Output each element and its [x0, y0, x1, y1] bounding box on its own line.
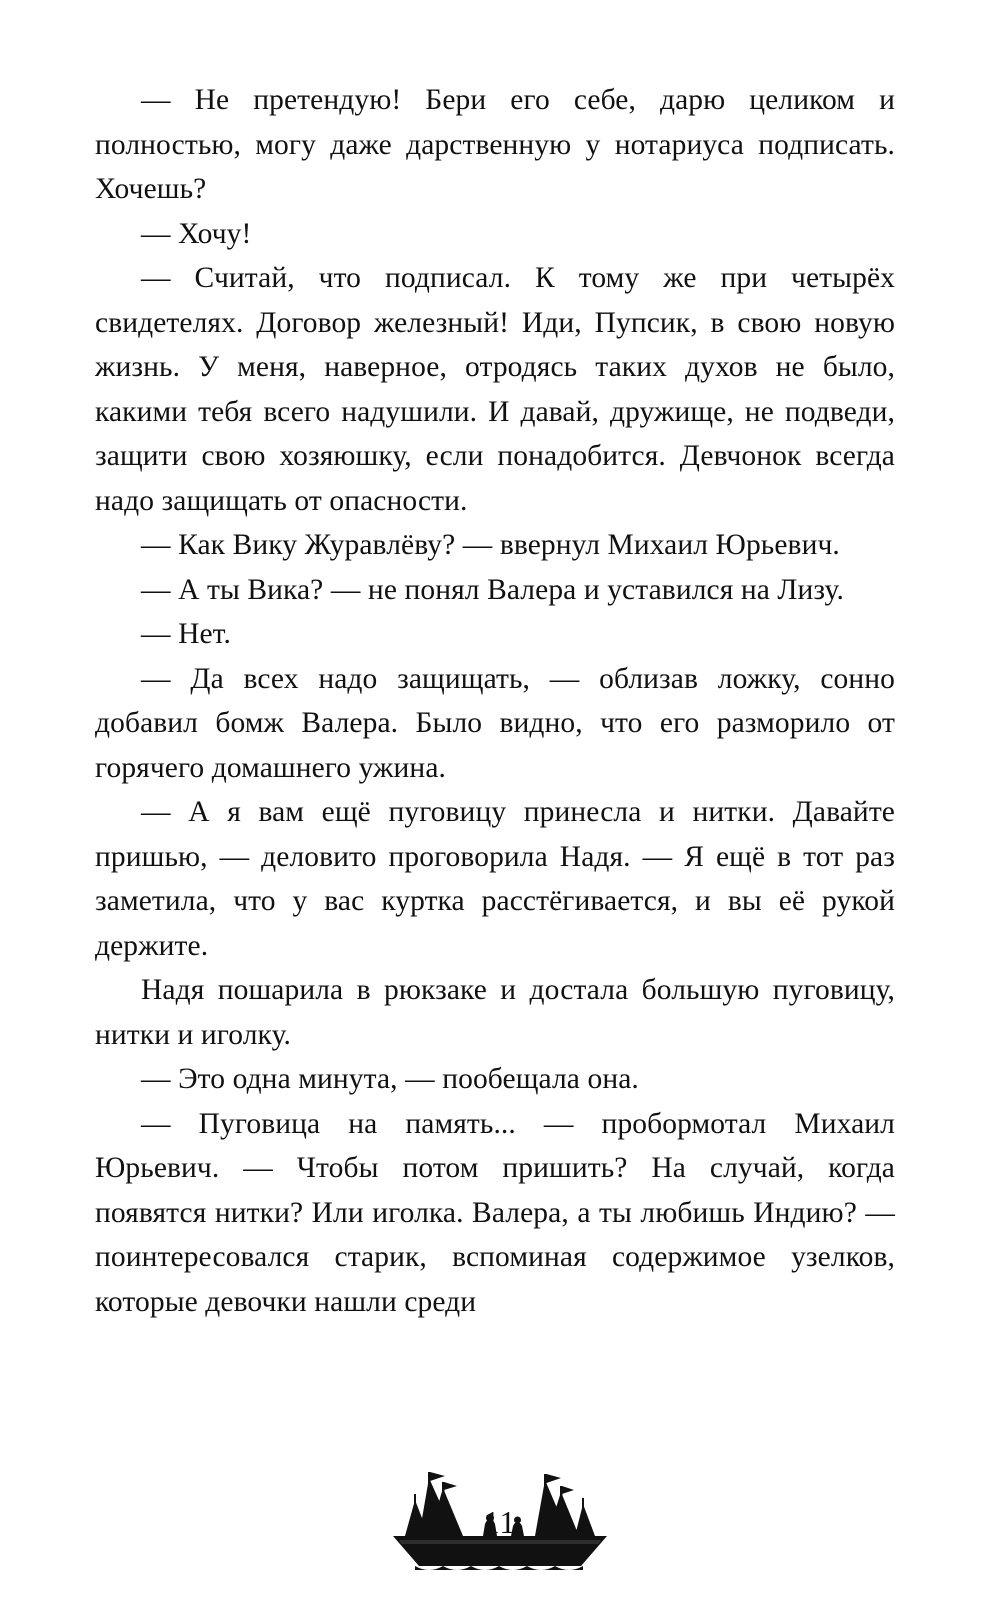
paragraph: — Да всех надо защищать, — облизав ложку, сонно добавил бомж Валера. Было видно, что его разморило от горячего домашнего ужина. [95, 662, 895, 784]
paragraph: — Пуговица на память... — пробормотал Михаил Юрьевич. — Чтобы потом пришить? На случай, когда появятся нитки? Или иголка. Валера, а ты любишь Индию? — поинтересовался старик, вспоминая содержимое узелков, которые девочки нашли среди [95, 1107, 895, 1318]
footer-ornament-wrapper [385, 1462, 615, 1582]
paragraph: — А ты Вика? — не понял Валера и уставился на Лизу. [141, 573, 844, 606]
page-footer [0, 1432, 1000, 1582]
paragraph: Надя пошарила в рюкзаке и достала большую пуговицу, нитки и иголку. [95, 974, 895, 1051]
paragraph: — Нет. [141, 618, 231, 650]
paragraph: — Не претендую! Бери его себе, дарю целиком и полностью, могу даже дарственную у нотариуса подписать. Хочешь? [95, 84, 895, 205]
paragraph: — Как Вику Журавлёву? — ввернул Михаил Юрьевич. [141, 529, 840, 561]
page-text-column [95, 78, 895, 1324]
paragraph: — Считай, что подписал. К тому же при четырёх свидетелях. Договор железный! Иди, Пупсик, в свою новую жизнь. У меня, наверное, отродясь таких духов не было, какими тебя всего надушили. И давай, дружище, не подведи, защити свою хозяюшку, если понадобится. Девчонок всегда надо защищать от опасности. [95, 262, 895, 517]
paragraph: — А я вам ещё пуговицу принесла и нитки. Давайте пришью, — деловито проговорила Надя. — Я ещё в тот раз заметила, что у вас куртка расстёгивается, и вы её рукой держите. [95, 796, 895, 962]
paragraph: — Это одна минута, — пообещала она. [141, 1063, 639, 1095]
paragraph: — Хочу! [141, 217, 252, 250]
page-number: 11 [483, 1504, 517, 1540]
